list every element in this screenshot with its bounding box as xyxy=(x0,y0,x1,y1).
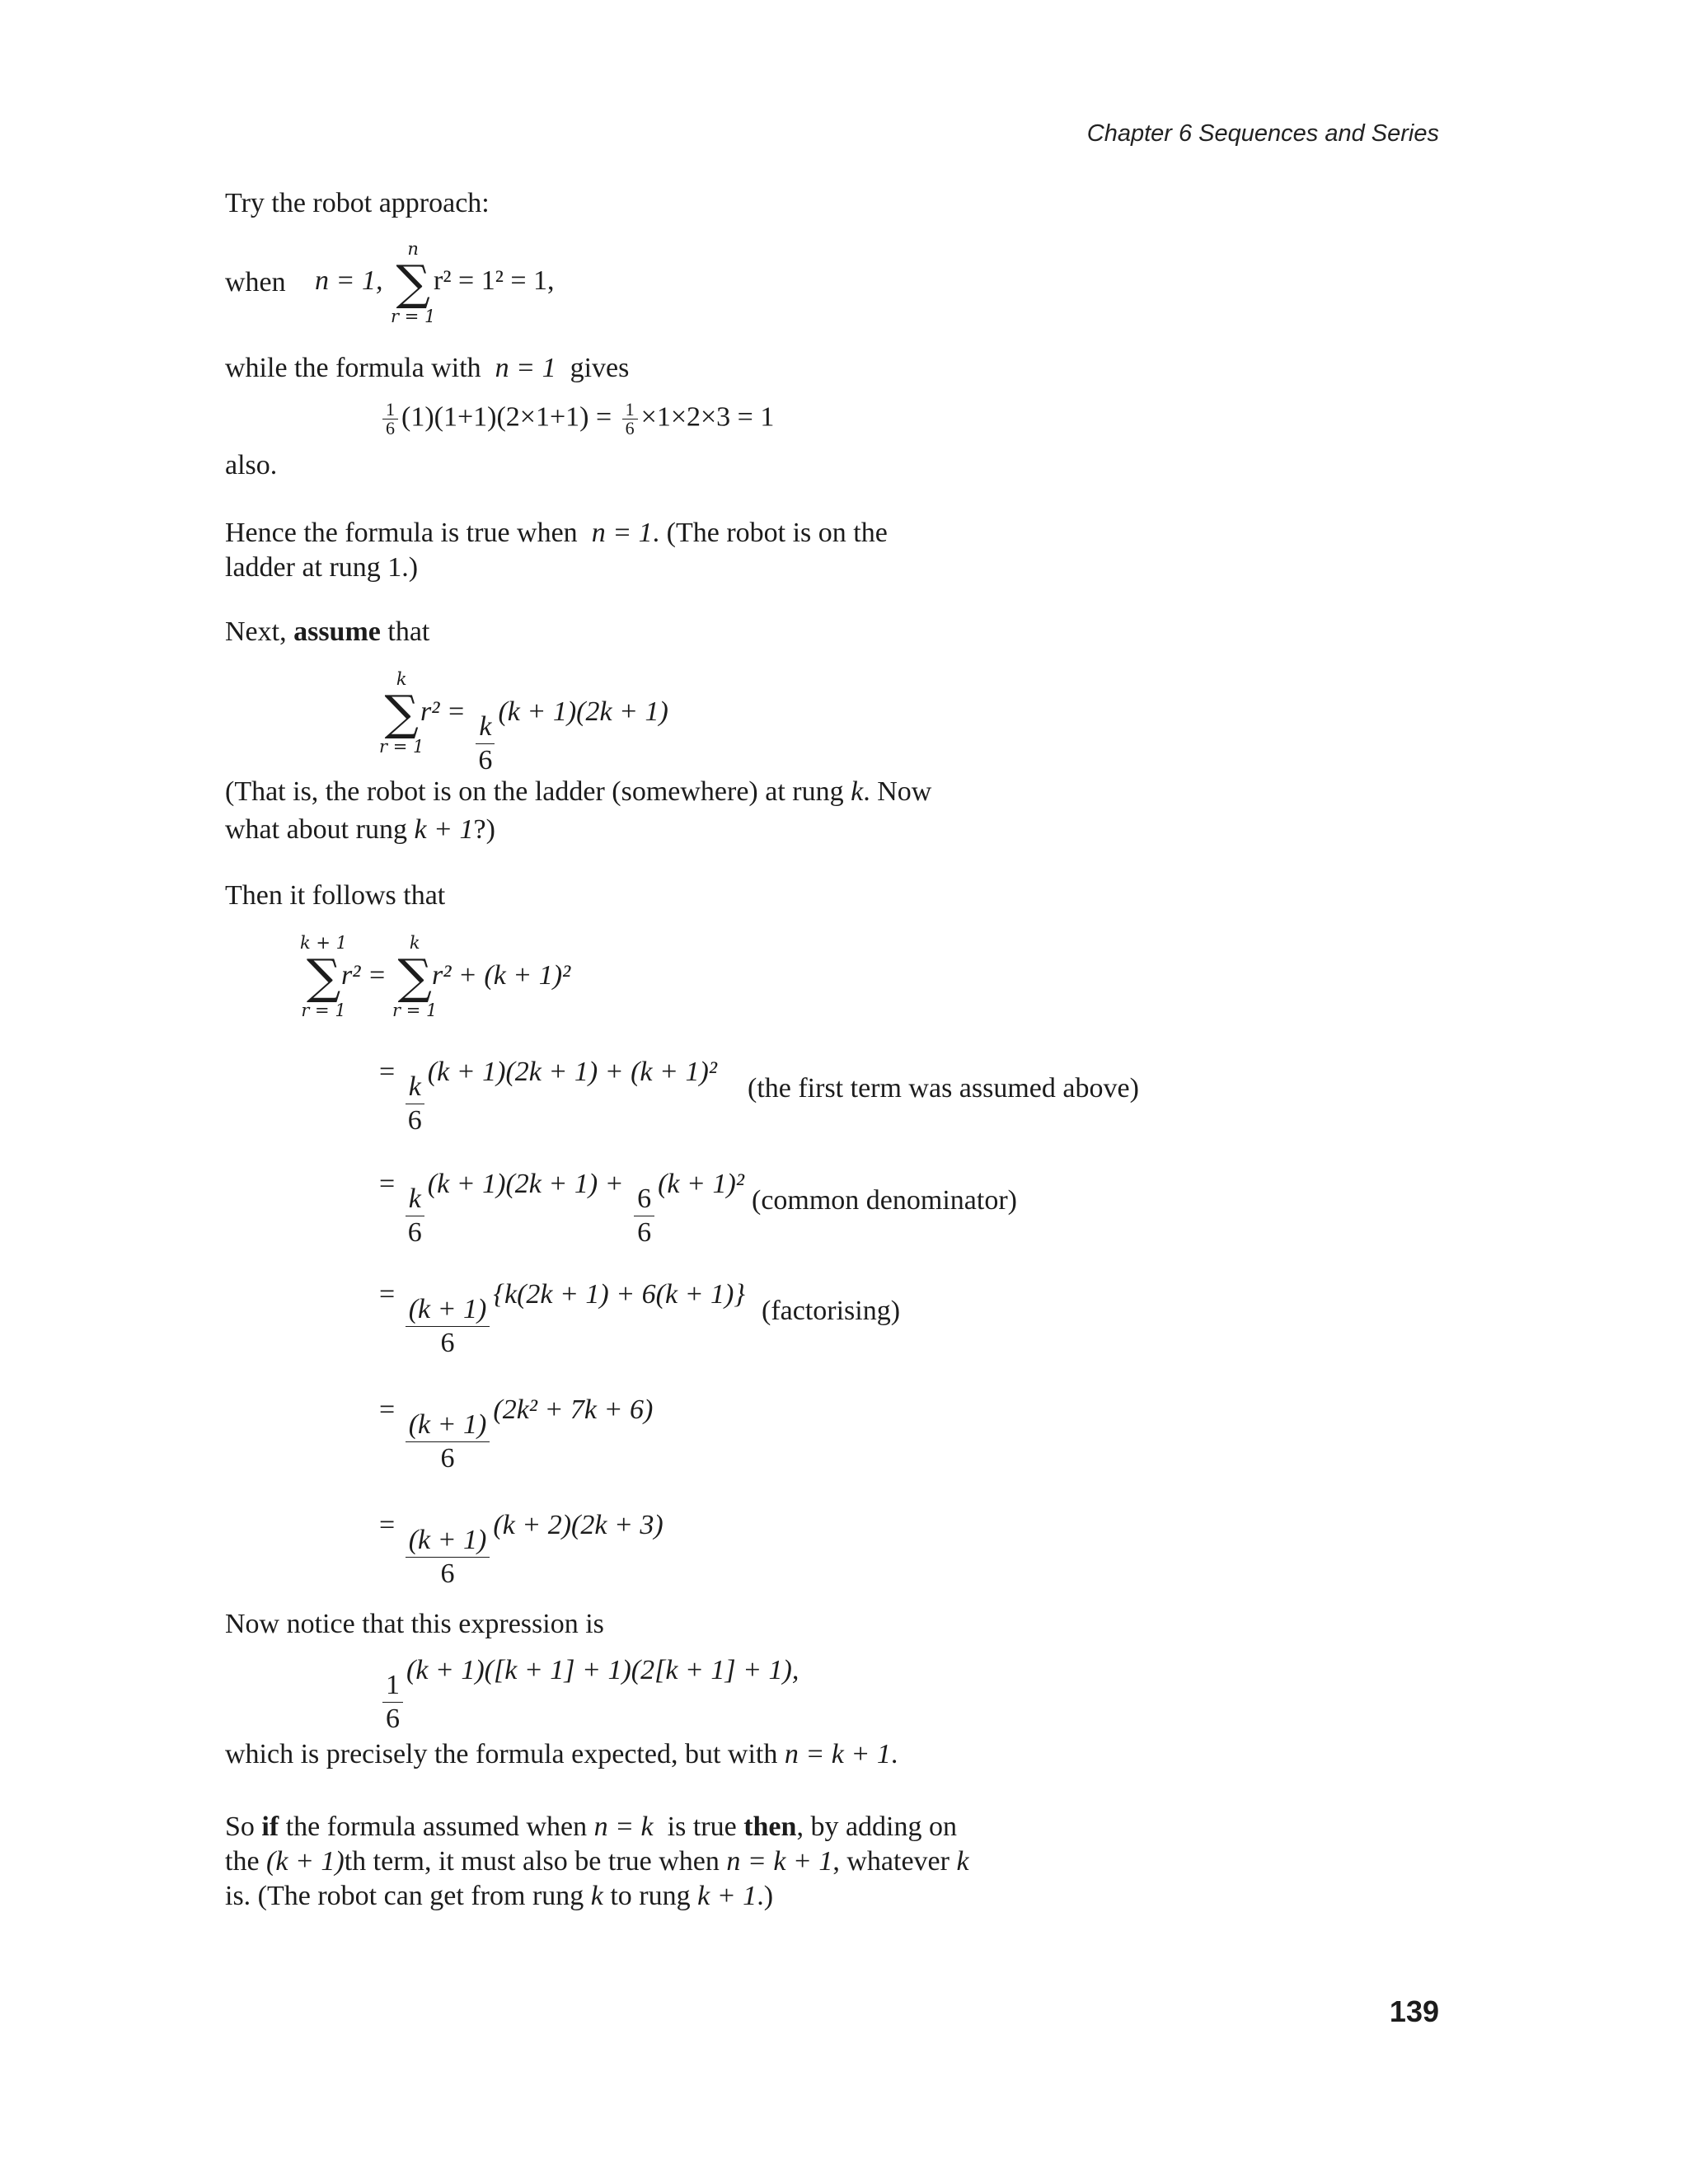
sigma-k-plus-1: k + 1 ∑ r = 1 xyxy=(300,933,348,1020)
paragraph-now-notice: Now notice that this expression is xyxy=(225,1609,604,1639)
paragraph-conclusion-1: So if the formula assumed when n = k is true then, by adding on xyxy=(225,1811,957,1842)
paragraph-hence: Hence the formula is true when n = 1. (The robot is on the xyxy=(225,518,888,548)
note-factorising: (factorising) xyxy=(762,1296,901,1326)
derivation-line-6: = $\frac{(k + 1)}{6}$ (k + 2)(2k + 3) xyxy=(379,1510,663,1589)
sigma-k: k ∑ r = 1 xyxy=(379,669,424,757)
paragraph-conclusion-3: is. (The robot can get from rung k to rung k + 1.) xyxy=(225,1881,774,1911)
paragraph-hence-line2: ladder at rung 1.) xyxy=(225,552,419,583)
derivation-line-5: = $\frac{(k + 1)}{6}$ (2k² + 7k + 6) xyxy=(379,1394,654,1474)
sum-check-rhs: r² = 1² = 1, xyxy=(434,265,555,296)
paragraph-intro: Try the robot approach: xyxy=(225,188,490,218)
paragraph-then: Then it follows that xyxy=(225,880,446,911)
line1-tail: r² + (k + 1)² xyxy=(432,960,571,991)
paragraph-assume: Next, assume that xyxy=(225,616,430,647)
fraction-one-sixth: $\frac{1}{6}$ xyxy=(382,401,398,438)
assume-equation: r² = $\frac{k}{6}$ (k + 1)(2k + 1) xyxy=(420,696,668,776)
expression-kp1: $\frac{1}{6}$ (k + 1)([k + 1] + 1)(2[k + 1] + 1), xyxy=(379,1655,799,1736)
note-common-denominator: (common denominator) xyxy=(752,1185,1017,1216)
derivation-line-2: = $\frac{k}{6}$ (k + 1)(2k + 1) + (k + 1)² xyxy=(379,1057,717,1136)
note-first-term: (the first term was assumed above) xyxy=(748,1073,1139,1104)
sigma-n: n ∑ r = 1 xyxy=(391,239,436,326)
running-header: Chapter 6 Sequences and Series xyxy=(1086,120,1439,147)
also-label: also. xyxy=(225,450,278,480)
line1-mid: r² = xyxy=(341,960,387,991)
paragraph-formula-with: while the formula with n = 1 gives xyxy=(225,353,630,383)
fraction-one-sixth-b: $\frac{1}{6}$ xyxy=(622,401,638,438)
when-label: when xyxy=(225,267,286,298)
n-equals-1: n = 1, xyxy=(315,265,383,296)
page-number: 139 xyxy=(1389,1994,1439,2028)
paragraph-precisely: which is precisely the formula expected, but with n = k + 1. xyxy=(225,1739,898,1769)
paragraph-conclusion-2: the (k + 1)th term, it must also be true when n = k + 1, whatever k xyxy=(225,1846,969,1877)
formula-check-equation: $\frac{1}{6}$ (1)(1+1)(2×1+1) = $\frac{1}{6}$ ×1×2×3 = 1 xyxy=(379,401,774,438)
paragraph-that-is: (That is, the robot is on the ladder (somewhere) at rung k. Now xyxy=(225,776,932,807)
derivation-line-4: = $\frac{(k + 1)}{6}$ {k(2k + 1) + 6(k + 1)} xyxy=(379,1279,745,1358)
sigma-k-line1: k ∑ r = 1 xyxy=(392,933,438,1020)
paragraph-that-is-line2: what about rung k + 1?) xyxy=(225,814,495,845)
derivation-line-3: = $\frac{k}{6}$ (k + 1)(2k + 1) + $\frac{6}{6}$ (k + 1)² xyxy=(379,1169,744,1248)
